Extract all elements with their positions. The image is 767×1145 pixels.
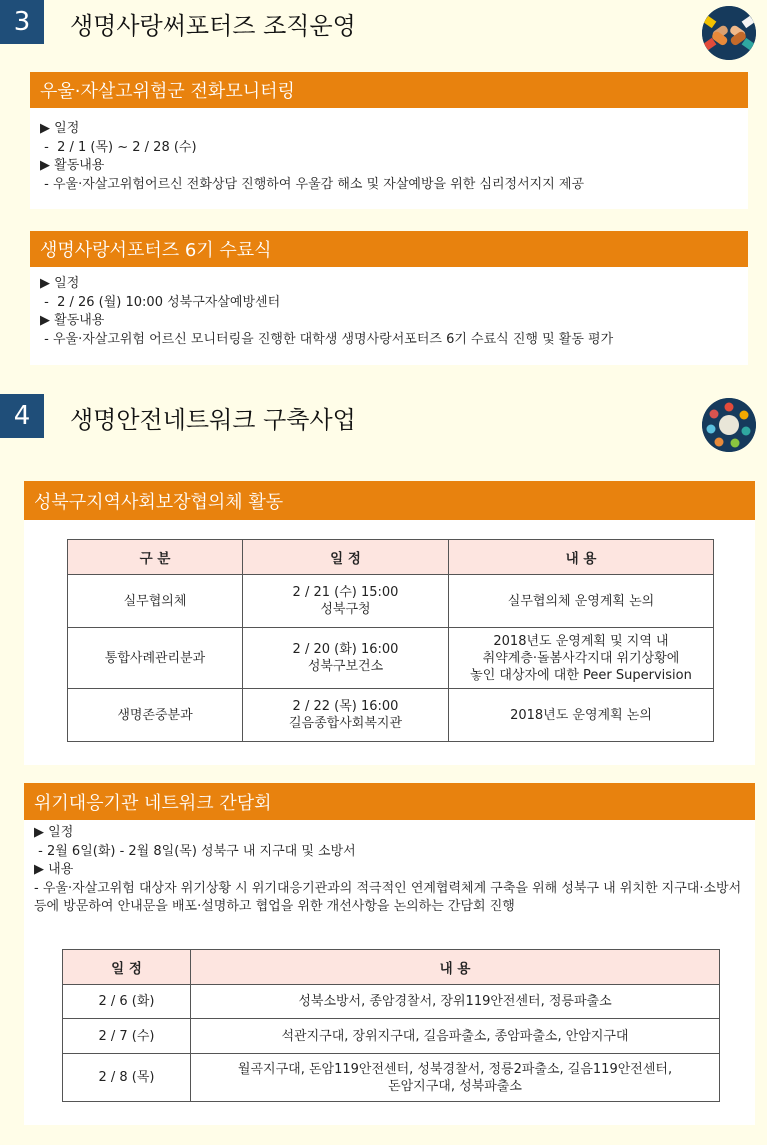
content-paragraph: - 우울·자살고위험 대상자 위기상황 시 위기대응기관과의 적극적인 연계협력체계 구축을 위해 성북구 내 위치한 지구대·소방서 등에 방문하여 안내문을 배포·설명하고 협업을 위한 개선사항을 논의하는 간담회 진행 <box>34 880 742 914</box>
label-content: ▶ 내용 <box>34 862 74 877</box>
content-line: 실무협의체 운영계획 논의 <box>507 593 655 609</box>
cell-schedule <box>243 628 449 689</box>
card-body <box>24 820 755 917</box>
schedule-date: 2 / 22 (목) 16:00 <box>292 699 399 714</box>
label-schedule: ▶ 일정 <box>40 276 80 291</box>
card-heading: 위기대응기관 네트워크 간담회 <box>24 783 755 820</box>
cell-content <box>191 1019 720 1054</box>
cell-category: 실무협의체 <box>68 575 243 628</box>
table-header-row <box>68 540 714 575</box>
schedule-place: 성북구보건소 <box>307 659 384 674</box>
schedule-place: 길음종합사회복지관 <box>288 716 403 731</box>
network-icon <box>702 398 756 452</box>
content-line: 취약계층·돌봄사각지대 위기상황에 <box>482 650 680 666</box>
card-heading: 성북구지역사회보장협의체 활동 <box>24 481 755 520</box>
council-table <box>67 539 714 742</box>
activity-value: - 우울·자살고위험어르신 전화상담 진행하여 우울감 해소 및 자살예방을 위한 심리정서지지 제공 <box>40 176 585 192</box>
card-body <box>30 108 748 200</box>
section-3-header <box>0 0 767 50</box>
schedule-date: 2 / 21 (수) 15:00 <box>292 585 399 600</box>
content-line: 놓인 대상자에 대한 Peer Supervision <box>470 667 692 683</box>
cell-category: 통합사례관리분과 <box>68 628 243 689</box>
content-line: 2018년도 운영계획 및 지역 내 <box>493 633 669 649</box>
label-schedule: ▶ 일정 <box>34 825 74 840</box>
schedule-value: - 2 / 26 (월) 10:00 성북구자살예방센터 <box>40 294 281 310</box>
content-line: 성북소방서, 종암경찰서, 장위119안전센터, 정릉파출소 <box>298 994 612 1009</box>
cell-date: 2 / 7 (수) <box>63 1019 191 1054</box>
table-row <box>63 1054 720 1102</box>
header-content: 내 용 <box>449 540 714 575</box>
section-number: 3 <box>0 0 44 44</box>
card-graduation <box>30 231 748 365</box>
header-schedule: 일 정 <box>63 950 191 985</box>
cell-content <box>449 689 714 742</box>
cell-content <box>191 985 720 1019</box>
content-line: 돈암지구대, 성북파출소 <box>388 1078 522 1094</box>
table-row <box>68 628 714 689</box>
label-schedule: ▶ 일정 <box>40 121 80 136</box>
header-content: 내 용 <box>191 950 720 985</box>
cell-schedule <box>243 575 449 628</box>
section-number: 4 <box>0 394 44 438</box>
content-line: 월곡지구대, 돈암119안전센터, 성북경찰서, 정릉2파출소, 길음119안전센터, <box>237 1061 673 1077</box>
cell-date: 2 / 8 (목) <box>63 1054 191 1102</box>
section-4-header <box>0 394 767 444</box>
cell-category: 생명존중분과 <box>68 689 243 742</box>
visit-table <box>62 949 720 1102</box>
table-row <box>68 689 714 742</box>
schedule-value: - 2월 6일(화) - 2월 8일(목) 성북구 내 지구대 및 소방서 <box>34 843 356 859</box>
label-activity: ▶ 활동내용 <box>40 158 105 173</box>
cell-content <box>449 575 714 628</box>
card-council <box>24 481 755 765</box>
header-category: 구 분 <box>68 540 243 575</box>
cell-schedule <box>243 689 449 742</box>
card-body <box>30 267 748 355</box>
cell-content <box>449 628 714 689</box>
cell-date: 2 / 6 (화) <box>63 985 191 1019</box>
content-line: 석관지구대, 장위지구대, 길음파출소, 종암파출소, 안암지구대 <box>281 1028 629 1044</box>
table-header-row <box>63 950 720 985</box>
card-heading: 생명사랑서포터즈 6기 수료식 <box>30 231 748 267</box>
section-title: 생명사랑써포터즈 조직운영 <box>70 12 356 40</box>
label-activity: ▶ 활동내용 <box>40 313 105 328</box>
cell-content <box>191 1054 720 1102</box>
content-line: 2018년도 운영계획 논의 <box>510 707 652 723</box>
activity-value: - 우울·자살고위험 어르신 모니터링을 진행한 대학생 생명사랑서포터즈 6기 수료식 진행 및 활동 평가 <box>40 331 614 347</box>
schedule-place: 성북구청 <box>320 602 371 617</box>
table-row <box>63 1019 720 1054</box>
hands-together-icon <box>702 6 756 60</box>
section-title: 생명안전네트워크 구축사업 <box>70 406 356 434</box>
card-phone-monitoring <box>30 72 748 209</box>
card-crisis-network <box>24 783 755 1125</box>
table-row <box>68 575 714 628</box>
card-heading: 우울·자살고위험군 전화모니터링 <box>30 72 748 108</box>
table-row <box>63 985 720 1019</box>
schedule-value: - 2 / 1 (목) ~ 2 / 28 (수) <box>40 139 197 155</box>
schedule-date: 2 / 20 (화) 16:00 <box>292 642 399 657</box>
header-schedule: 일 정 <box>243 540 449 575</box>
